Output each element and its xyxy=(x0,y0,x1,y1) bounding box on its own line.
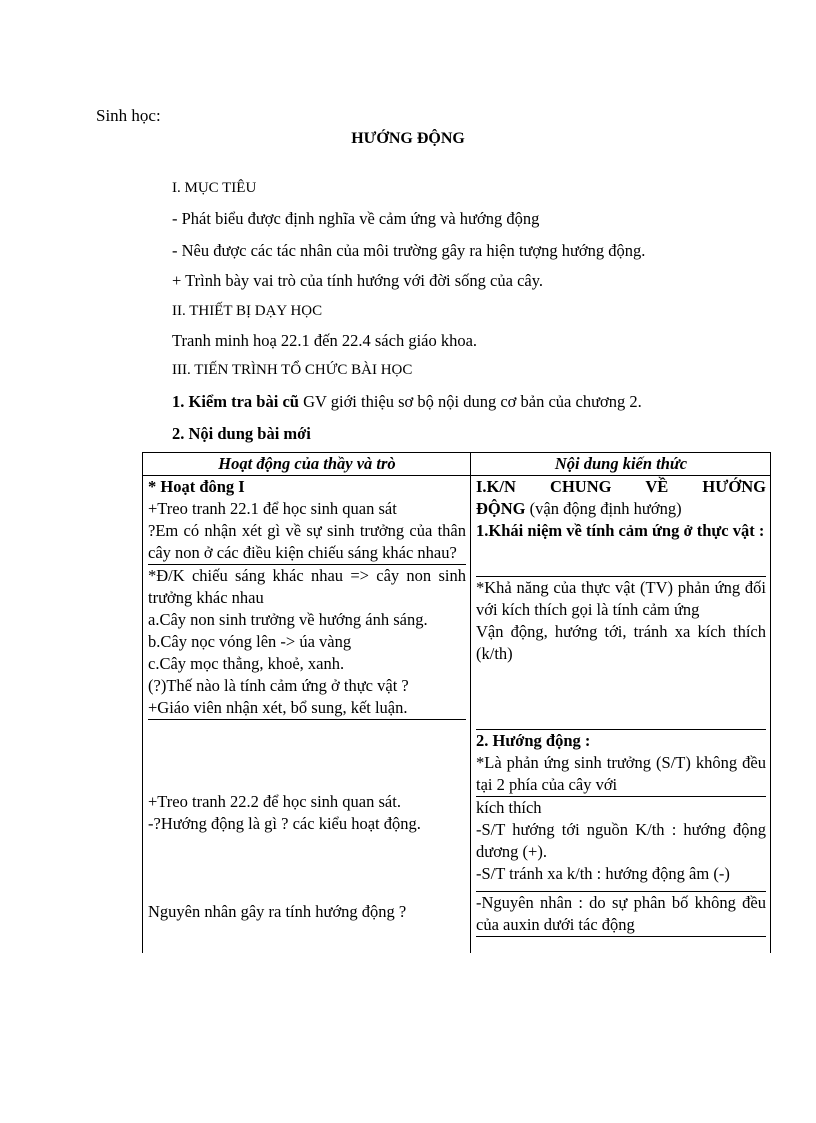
spacer xyxy=(148,720,466,791)
objective-item: - Nêu được các tác nhân của môi trường gây ra hiện tượng hướng động. xyxy=(172,241,646,260)
instruction-text: +Treo tranh 22.1 để học sinh quan sát xyxy=(148,499,397,518)
spacer xyxy=(148,923,466,953)
new-lesson-heading: 2. Nội dung bài mới xyxy=(172,424,311,443)
question-text: ?Em có nhận xét gì về sự sinh trưởng của thân cây non ở các điều kiện chiếu sáng khác nhau? xyxy=(148,520,466,565)
lesson-table xyxy=(142,452,771,953)
answer-text: +Giáo viên nhận xét, bổ sung, kết luận. xyxy=(148,697,466,720)
subsection-title: 2. Hướng động : xyxy=(476,731,591,750)
objectives-heading: I. MỤC TIÊU xyxy=(172,180,257,196)
check-old-lesson xyxy=(172,392,642,412)
answer-text: c.Cây mọc thẳng, khoẻ, xanh. xyxy=(148,654,345,673)
section-title: I.K/N CHUNG VỀ HƯỚNG xyxy=(476,477,766,496)
instruction-text: +Treo tranh 22.2 để học sinh quan sát. xyxy=(148,792,401,811)
page-title: HƯỚNG ĐỘNG xyxy=(351,130,465,147)
question-text: (?)Thế nào là tính cảm ứng ở thực vật ? xyxy=(148,676,409,695)
objective-item: + Trình bày vai trò của tính hướng với đời sống của cây. xyxy=(172,271,544,290)
activity-title: * Hoạt đông I xyxy=(148,477,245,496)
definition-text: Vận động, hướng tới, tránh xa kích thích (k/th) xyxy=(476,622,766,663)
process-heading: III. TIẾN TRÌNH TỔ CHỨC BÀI HỌC xyxy=(172,362,413,378)
spacer xyxy=(148,835,466,901)
tropism-negative: -S/T tránh xa k/th : hướng động âm (-) xyxy=(476,864,730,883)
question-text: -?Hướng động là gì ? các kiểu hoạt động. xyxy=(148,814,421,833)
definition-text: kích thích xyxy=(476,798,542,817)
equipment-text: Tranh minh hoạ 22.1 đến 22.4 sách giáo khoa. xyxy=(172,331,478,350)
check-label: 1. Kiểm tra bài cũ xyxy=(172,392,299,411)
subsection-title: 1.Khái niệm về tính cảm ứng ở thực vật : xyxy=(476,521,765,540)
answer-text: *Đ/K chiếu sáng khác nhau => cây non sinh trưởng khác nhau xyxy=(148,566,466,607)
activities-cell xyxy=(143,476,471,954)
answer-text: b.Cây nọc vóng lên -> úa vàng xyxy=(148,632,352,651)
answer-text: a.Cây non sinh trưởng về hướng ánh sáng. xyxy=(148,610,428,629)
check-text: GV giới thiệu sơ bộ nội dung cơ bản của chương 2. xyxy=(298,392,642,411)
spacer xyxy=(476,542,766,576)
question-text: Nguyên nhân gây ra tính hướng động ? xyxy=(148,902,407,921)
knowledge-cell xyxy=(471,476,771,954)
subject-label: Sinh học: xyxy=(96,106,161,125)
section-note: (vận động định hướng) xyxy=(525,499,682,518)
section-title-cont: ĐỘNG xyxy=(476,499,526,518)
definition-text: *Khả năng của thực vật (TV) phản ứng đối với kích thích gọi là tính cảm ứng xyxy=(476,578,766,619)
equipment-heading: II. THIẾT BỊ DẠY HỌC xyxy=(172,303,323,319)
cause-text: -Nguyên nhân : do sự phân bố không đều của auxin dưới tác động xyxy=(476,893,766,934)
header-knowledge: Nội dung kiến thức xyxy=(471,453,771,476)
table-row xyxy=(143,476,771,954)
table-header-row xyxy=(143,453,771,476)
objective-item: - Phát biểu được định nghĩa về cảm ứng và hướng động xyxy=(172,209,540,228)
tropism-positive: -S/T hướng tới nguồn K/th : hướng động dương (+). xyxy=(476,820,766,861)
header-activities: Hoạt động của thầy và trò xyxy=(143,453,471,476)
definition-text: *Là phản ứng sinh trưởng (S/T) không đều tại 2 phía của cây với xyxy=(476,753,766,794)
